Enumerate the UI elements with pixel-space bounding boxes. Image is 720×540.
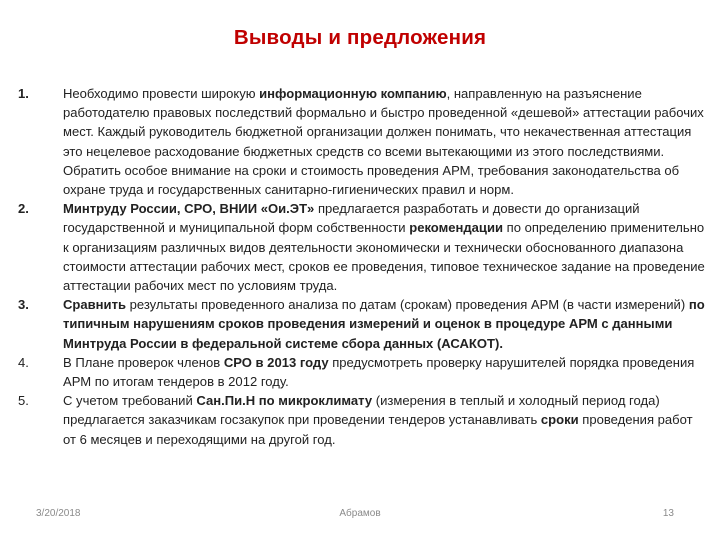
emphasis-text: сроки [540,412,579,428]
list-item-text: проведения работ от 6 месяцев и переходящими на другой год. [63,412,693,447]
emphasis-text: Минтруду России, СРО, ВНИИ «Ои.ЭТ» [63,201,315,217]
list-item-text: (измерения в теплый и холодный период года) предлагается заказчикам госзакупок при проведении тендеров устанавливать [63,393,660,428]
footer-author: Абрамов [339,508,381,519]
emphasis-text: информационную компанию [259,86,447,101]
list-item-text: Необходимо провести широкую [63,86,260,101]
conclusions-list [18,84,708,449]
emphasis-text: по типичным нарушениям сроков проведения измерений и оценок в процедуре АРМ с данными Минтруда России в федеральной системе сбора данных (АСАКОТ). [63,297,705,351]
list-item [18,84,708,199]
emphasis-text: Сан.Пи.Н по микроклимату [196,393,373,409]
list-item-number: 5. [18,393,29,409]
list-item-text: результаты проведенного анализа по датам (срокам) проведения АРМ (в части измерений) [125,297,689,313]
list-item-text: по определению применительно к организациям различных видов деятельности экономически и технически обоснованного диапазона стоимости аттестации рабочих мест, сроков ее проведения, типовое техническое задание на проведение аттестации рабочих мест по условиям труда. [63,220,705,294]
list-item [18,295,708,353]
list-item-text: предусмотреть проверку нарушителей порядка проведения АРМ по итогам тендеров в 2012 году. [63,354,695,390]
footer-date: 3/20/2018 [36,508,81,519]
emphasis-text: СРО в 2013 году [223,354,329,370]
list-item-number: 2. [18,201,29,217]
emphasis-text: рекомендации [409,220,503,236]
list-item-text: В Плане проверок членов [63,354,224,370]
list-item-text: , направленную на разъяснение работодателю правовых последствий формально и быстро проведенной «дешевой» аттестации рабочих мест. Каждый руководитель бюджетной организации должен понимать, что некачественная аттестация это нецелевое расходование бюджетных средств со всеми вытекающими из этого последствиями. Обратить особое внимание на сроки и стоимость проведения АРМ, требования законодательства об охране труда и государственных санитарно-гигиенических правил и норм. [63,86,704,198]
list-item-text: С учетом требований [63,393,197,409]
list-item-number: 4. [18,354,29,370]
list-item [18,391,708,449]
slide-title: Выводы и предложения [233,26,487,49]
footer-page-number: 13 [662,508,674,519]
list-item-text: предлагается разработать и довести до организаций государственной и муниципальной форм собственности [63,201,640,236]
emphasis-text: Сравнить [63,297,126,313]
list-item [18,353,708,391]
list-item [18,199,708,295]
list-item-number: 1. [18,86,29,101]
list-item-number: 3. [18,297,29,313]
